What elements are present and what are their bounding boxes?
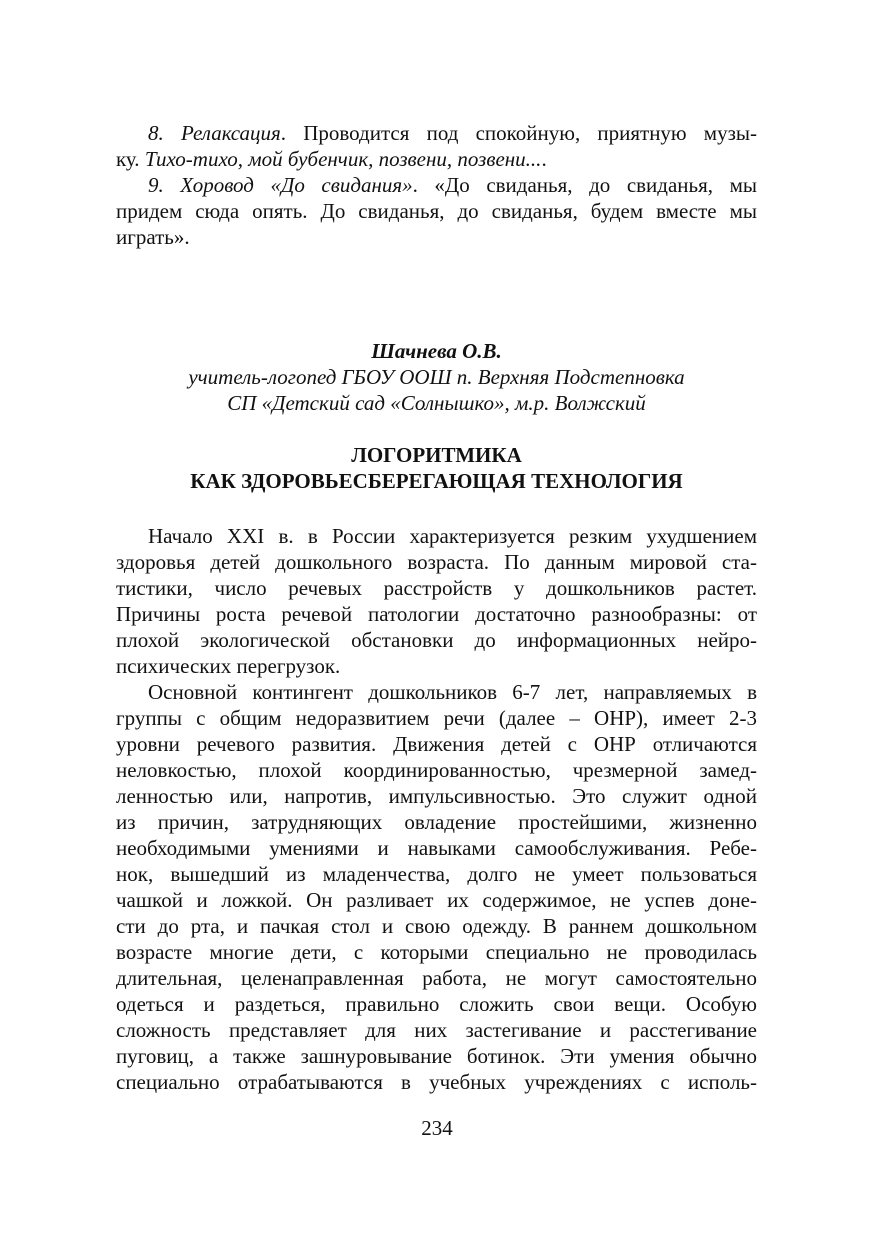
text: Основной контингент дошкольников 6-7 лет, направляемых в [148,680,757,704]
text: тистики, число речевых расстройств у дошкольников растет. [116,576,757,600]
text-line [116,757,757,783]
author-position: учитель-логопед ГБОУ ООШ п. Верхняя Подстепновка [188,365,685,389]
text: здоровья детей дошкольного возраста. По данным мировой ста- [116,550,757,574]
text-line [116,198,757,224]
text-line [116,965,757,991]
author-organization: СП «Детский сад «Солнышко», м.р. Волжский [227,391,646,415]
text-line [116,523,757,549]
page-number: 234 [421,1116,453,1140]
text: уровни речевого развития. Движения детей с ОНР отличаются [116,732,757,756]
text-line [116,1017,757,1043]
author-name: Шачнева О.В. [371,339,502,363]
text-line [116,1069,757,1095]
text-line [116,679,757,705]
text-line [116,913,757,939]
article-title-line-2: КАК ЗДОРОВЬЕСБЕРЕГАЮЩАЯ ТЕХНОЛОГИЯ [190,469,683,493]
article-title [116,442,757,494]
text: нок, вышедший из младенчества, долго не умеет пользоваться [116,862,757,886]
text: пуговиц, а также зашнуровывание ботинок. Эти умения обычно [116,1044,757,1068]
text: из причин, затрудняющих овладение простейшими, жизненно [116,810,757,834]
text-line [116,861,757,887]
text-line [116,601,757,627]
text-line [116,809,757,835]
text: неловкостью, плохой координированностью, чрезмерной замед- [116,758,757,782]
text-line [116,224,757,250]
italic-text: Тихо-тихо, мой бубенчик, позвени, позвени... [144,147,542,171]
text-line [116,835,757,861]
text: . «До свиданья, до свиданья, мы [412,173,757,197]
text: Начало XXI в. в России характеризуется резким ухудшением [148,524,757,548]
text-line [116,575,757,601]
text: группы с общим недоразвитием речи (далее – ОНР), имеет 2-3 [116,706,757,730]
text: чашкой и ложкой. Он разливает их содержимое, не успев доне- [116,888,757,912]
previous-article-ending [116,120,757,250]
article-title-line-1: ЛОГОРИТМИКА [351,443,522,467]
text: плохой экологической обстановки до информационных нейро- [116,628,757,652]
text: сти до рта, и пачкая стол и свою одежду. В раннем дошкольном [116,914,757,938]
italic-text: 9. Хоровод «До свидания» [148,173,413,197]
text-line [116,731,757,757]
text: Причины роста речевой патологии достаточно разнообразны: от [116,602,757,626]
text: специально отрабатываются в учебных учреждениях с исполь- [116,1070,757,1094]
text: одеться и раздеться, правильно сложить свои вещи. Особую [116,992,757,1016]
text: сложность представляет для них застегивание и расстегивание [116,1018,757,1042]
text: длительная, целенаправленная работа, не могут самостоятельно [116,966,757,990]
text-line [116,705,757,731]
text: играть». [116,225,190,249]
text-line [116,172,757,198]
text: . Проводится под спокойную, приятную музы- [280,121,757,145]
text-line [116,120,757,146]
text: возрасте многие дети, с которыми специально не проводилась [116,940,757,964]
text: ку. [116,147,145,171]
text: психических перегрузок. [116,654,341,678]
text: придем сюда опять. До свиданья, до свиданья, будем вместе мы [116,199,757,223]
article-body [116,523,757,1095]
italic-text: 8. Релаксация [148,121,281,145]
author-block [116,338,757,416]
text: . [541,147,547,171]
text-line [116,627,757,653]
text-line [116,939,757,965]
text-line [116,549,757,575]
text-line [116,146,757,172]
text-line [116,1043,757,1069]
text-line [116,991,757,1017]
text-line [116,887,757,913]
text: необходимыми умениями и навыками самообслуживания. Ребе- [116,836,757,860]
text: ленностью или, напротив, импульсивностью. Это служит одной [116,784,757,808]
text-line [116,653,757,679]
text-line [116,783,757,809]
